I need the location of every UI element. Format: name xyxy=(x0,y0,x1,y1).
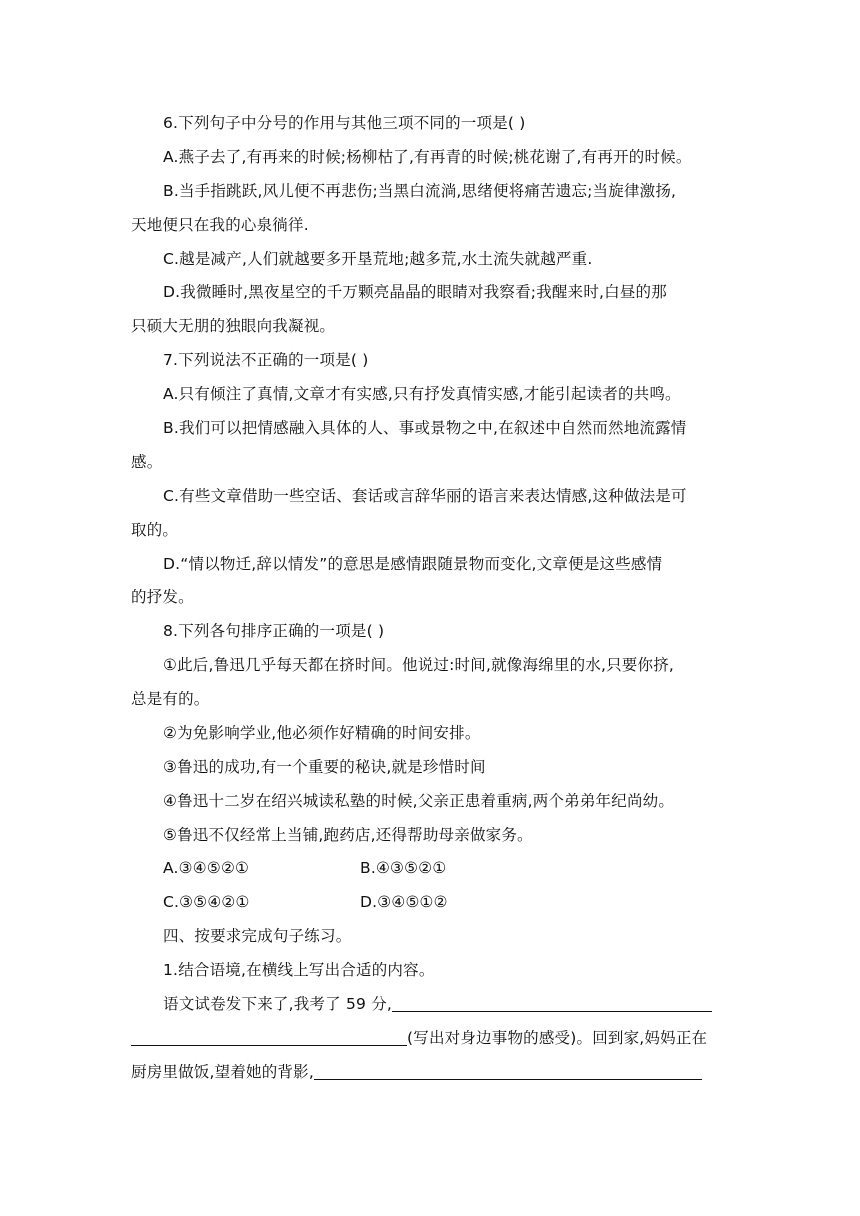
q7-option-d-line2: 的抒发。 xyxy=(131,588,194,606)
q8-sentence-5: ⑤鲁迅不仅经常上当铺,跑药店,还得帮助母亲做家务。 xyxy=(163,826,533,844)
q8-stem: 8.下列各句排序正确的一项是( ) xyxy=(163,622,385,640)
q8-option-b: B.④③⑤②① xyxy=(360,859,447,877)
q8-sentence-4: ④鲁迅十二岁在绍兴城读私塾的时候,父亲正患着重病,两个弟弟年纪尚幼。 xyxy=(163,792,675,810)
q6-option-c: C.越是减产,人们就越要多开垦荒地;越多荒,水土流失就越严重. xyxy=(163,250,593,268)
q8-sentence-1-line2: 总是有的。 xyxy=(131,690,210,708)
q7-option-b-line1: B.我们可以把情感融入具体的人、事或景物之中,在叙述中自然而然地流露情 xyxy=(163,419,687,437)
s4-q1-text-3: 厨房里做饭,望着她的背影, xyxy=(131,1063,314,1081)
q7-option-c-line2: 取的。 xyxy=(131,521,179,539)
q6-stem: 6.下列句子中分号的作用与其他三项不同的一项是( ) xyxy=(163,114,526,132)
s4-q1-paragraph-line3 xyxy=(131,1061,702,1083)
s4-q1-paragraph-line2 xyxy=(131,1027,707,1049)
q8-option-a: A.③④⑤②① xyxy=(163,859,250,877)
s4-q1-stem: 1.结合语境,在横线上写出合适的内容。 xyxy=(163,961,435,979)
s4-q1-paragraph-line1 xyxy=(163,993,712,1015)
q7-option-b-line2: 感。 xyxy=(131,453,163,471)
answer-blank-1[interactable] xyxy=(392,994,712,1012)
q6-option-d-line1: D.我微睡时,黑夜星空的千万颗亮晶晶的眼睛对我察看;我醒来时,白昼的那 xyxy=(163,283,667,301)
section-4-heading: 四、按要求完成句子练习。 xyxy=(163,927,352,945)
q7-option-c-line1: C.有些文章借助一些空话、套话或言辞华丽的语言来表达情感,这种做法是可 xyxy=(163,487,687,505)
answer-blank-3[interactable] xyxy=(314,1062,702,1080)
answer-blank-2[interactable] xyxy=(131,1028,407,1046)
q6-option-b-line1: B.当手指跳跃,风儿便不再悲伤;当黑白流淌,思绪便将痛苦遗忘;当旋律激扬, xyxy=(163,182,677,200)
q8-option-c: C.③⑤④②① xyxy=(163,893,250,911)
s4-q1-text-2: (写出对身边事物的感受)。回到家,妈妈正在 xyxy=(407,1029,708,1047)
q7-stem: 7.下列说法不正确的一项是( ) xyxy=(163,351,369,369)
q7-option-d-line1: D.“情以物迁,辞以情发”的意思是感情跟随景物而变化,文章便是这些感情 xyxy=(163,555,663,573)
q8-sentence-2: ②为免影响学业,他必须作好精确的时间安排。 xyxy=(163,724,481,742)
q8-sentence-3: ③鲁迅的成功,有一个重要的秘诀,就是珍惜时间 xyxy=(163,758,486,776)
s4-q1-text-1: 语文试卷发下来了,我考了 59 分, xyxy=(163,995,393,1013)
q6-option-d-line2: 只硕大无朋的独眼向我凝视。 xyxy=(131,317,336,335)
q8-sentence-1-line1: ①此后,鲁迅几乎每天都在挤时间。他说过:时间,就像海绵里的水,只要你挤, xyxy=(163,656,675,674)
q6-option-b-line2: 天地便只在我的心泉徜徉. xyxy=(131,216,309,234)
q7-option-a: A.只有倾注了真情,文章才有实感,只有抒发真情实感,才能引起读者的共鸣。 xyxy=(163,385,681,403)
q8-option-d: D.③④⑤①② xyxy=(360,893,448,911)
q6-option-a: A.燕子去了,有再来的时候;杨柳枯了,有再青的时候;桃花谢了,有再开的时候。 xyxy=(163,148,692,166)
